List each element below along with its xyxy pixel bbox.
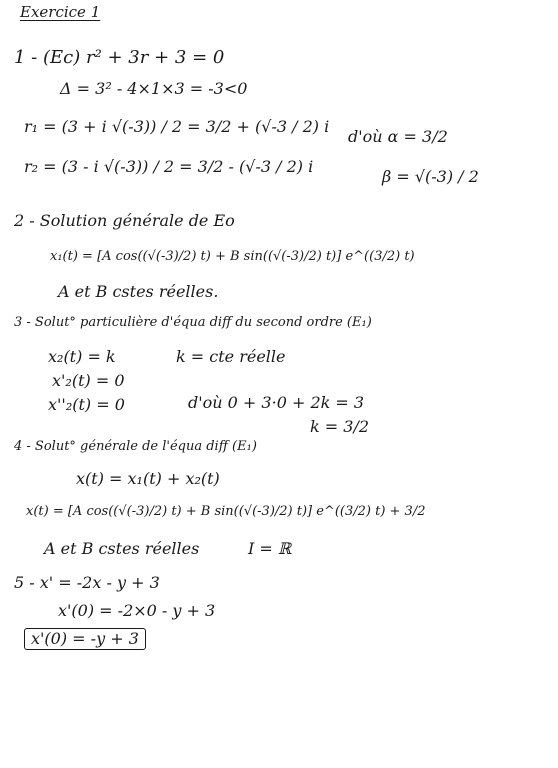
s4-general-solution: x(t) = [A cos((√(-3)/2) t) + B sin((√(-3)/2) t)] e^((3/2) t) + 3/2	[26, 504, 426, 519]
s3-k-value: k = 3/2	[310, 417, 370, 436]
s2-constants-note: A et B cstes réelles.	[58, 282, 219, 301]
s4-heading: 4 - Solut° générale de l'équa diff (E₁)	[14, 439, 257, 454]
s1-delta: Δ = 3² - 4×1×3 = -3<0	[60, 79, 248, 98]
s3-heading: 3 - Solut° particulière d'équa diff du second ordre (E₁)	[14, 315, 372, 330]
s1-alpha: d'où α = 3/2	[348, 127, 448, 146]
s2-heading: 2 - Solution générale de Eo	[14, 211, 235, 230]
s5-at-zero: x'(0) = -2×0 - y + 3	[58, 601, 216, 620]
s4-interval: I = ℝ	[248, 539, 292, 558]
exercise-title: Exercice 1	[20, 3, 101, 21]
s3-k-note: k = cte réelle	[176, 347, 286, 366]
s1-root-r2: r₂ = (3 - i √(-3)) / 2 = 3/2 - (√-3 / 2) i	[24, 157, 314, 176]
s1-beta: β = √(-3) / 2	[382, 167, 479, 186]
s1-heading: 1 - (Ec) r² + 3r + 3 = 0	[14, 47, 225, 68]
s5-equation: 5 - x' = -2x - y + 3	[14, 573, 160, 592]
s3-equation: d'où 0 + 3·0 + 2k = 3	[188, 393, 365, 412]
s3-x2-def: x₂(t) = k	[48, 347, 116, 366]
s4-sum: x(t) = x₁(t) + x₂(t)	[76, 469, 220, 488]
s5-result-boxed: x'(0) = -y + 3	[24, 628, 146, 650]
s3-x2-first-derivative: x'₂(t) = 0	[52, 371, 125, 390]
s2-general-solution: x₁(t) = [A cos((√(-3)/2) t) + B sin((√(-3)/2) t)] e^((3/2) t)	[50, 249, 415, 264]
s4-constants-note: A et B cstes réelles	[44, 539, 200, 558]
s1-root-r1: r₁ = (3 + i √(-3)) / 2 = 3/2 + (√-3 / 2) i	[24, 117, 330, 136]
s3-x2-second-derivative: x''₂(t) = 0	[48, 395, 125, 414]
